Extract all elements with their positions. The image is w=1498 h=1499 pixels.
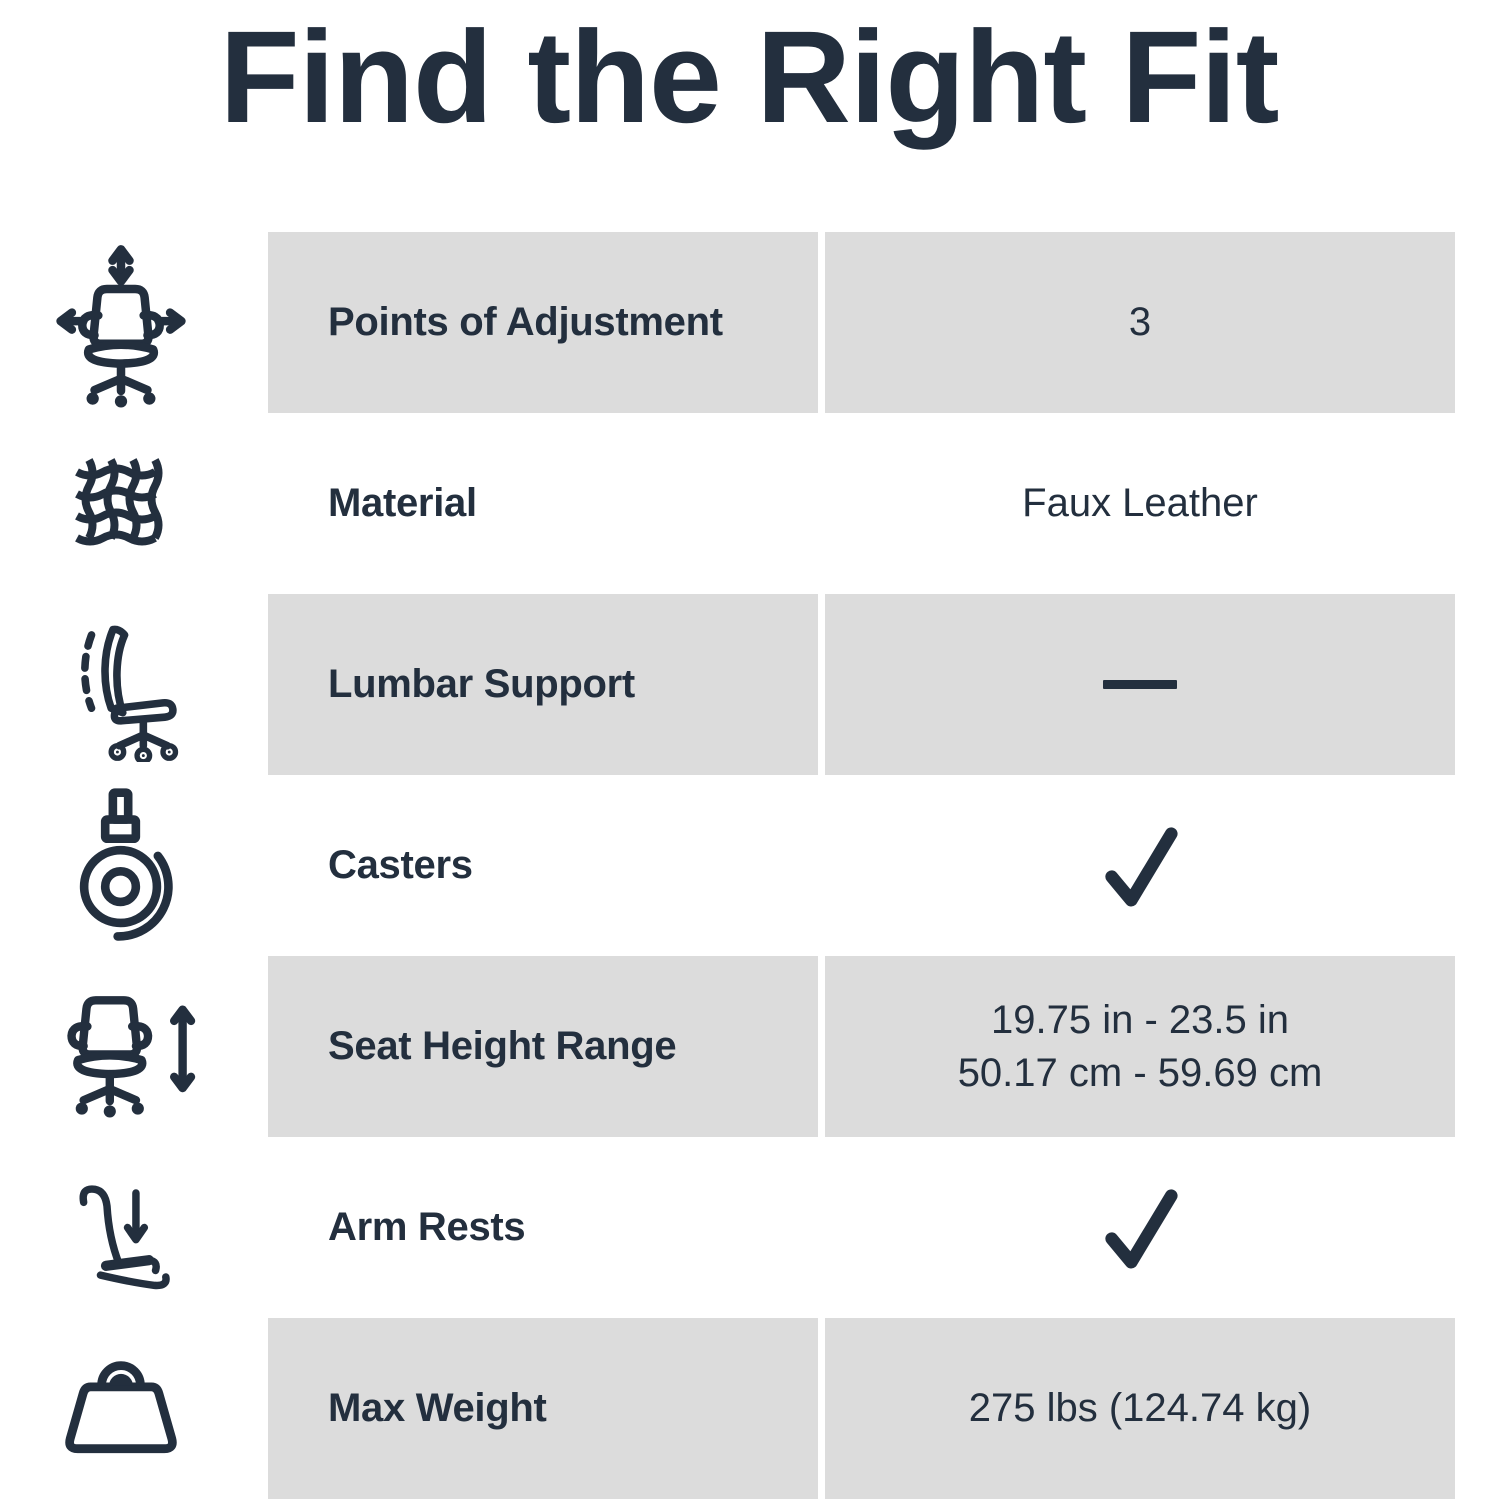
row-label: Points of Adjustment bbox=[328, 300, 723, 344]
table-row bbox=[0, 232, 1455, 413]
row-value-text-2: 50.17 cm - 59.69 cm bbox=[957, 1050, 1323, 1095]
row-label-cell bbox=[268, 594, 818, 775]
row-value bbox=[825, 1137, 1455, 1318]
row-icon-cell bbox=[0, 775, 268, 956]
row-value-text: 3 bbox=[1128, 300, 1152, 345]
dash-icon bbox=[1103, 680, 1177, 689]
arm-rest-icon bbox=[65, 1165, 177, 1291]
row-value bbox=[825, 232, 1455, 413]
row-label: Seat Height Range bbox=[328, 1024, 677, 1068]
lumbar-support-icon bbox=[54, 608, 188, 762]
column-divider bbox=[818, 1318, 825, 1499]
fabric-weave-icon bbox=[73, 456, 169, 552]
row-label: Material bbox=[328, 481, 477, 525]
column-divider bbox=[818, 956, 825, 1137]
row-label-cell bbox=[268, 1318, 818, 1499]
caster-wheel-icon bbox=[61, 787, 181, 945]
row-label: Arm Rests bbox=[328, 1205, 526, 1249]
column-divider bbox=[818, 232, 825, 413]
row-value bbox=[825, 413, 1455, 594]
row-icon-cell bbox=[0, 1137, 268, 1318]
row-value bbox=[825, 1318, 1455, 1499]
row-value bbox=[825, 956, 1455, 1137]
table-row bbox=[0, 956, 1455, 1137]
check-icon bbox=[1099, 823, 1181, 909]
fit-table bbox=[0, 232, 1455, 1499]
column-divider bbox=[818, 1137, 825, 1318]
row-value-text: 275 lbs (124.74 kg) bbox=[968, 1386, 1312, 1431]
column-divider bbox=[818, 594, 825, 775]
table-row bbox=[0, 1137, 1455, 1318]
row-icon-cell bbox=[0, 232, 268, 413]
row-label-cell bbox=[268, 232, 818, 413]
table-row bbox=[0, 775, 1455, 956]
row-value bbox=[825, 775, 1455, 956]
row-value bbox=[825, 594, 1455, 775]
column-divider bbox=[818, 775, 825, 956]
row-label-cell bbox=[268, 775, 818, 956]
row-icon-cell bbox=[0, 594, 268, 775]
row-value-text: 19.75 in - 23.5 in bbox=[991, 997, 1289, 1042]
check-icon bbox=[1099, 1185, 1181, 1271]
row-label: Casters bbox=[328, 843, 473, 887]
row-icon-cell bbox=[0, 956, 268, 1137]
seat-height-icon bbox=[37, 972, 205, 1122]
table-row bbox=[0, 1318, 1455, 1499]
row-label: Max Weight bbox=[328, 1386, 547, 1430]
row-label-cell bbox=[268, 1137, 818, 1318]
column-divider bbox=[818, 413, 825, 594]
page-title: Find the Right Fit bbox=[219, 3, 1279, 150]
row-label-cell bbox=[268, 413, 818, 594]
adjustable-chair-icon bbox=[36, 234, 206, 412]
row-icon-cell bbox=[0, 413, 268, 594]
row-icon-cell bbox=[0, 1318, 268, 1499]
max-weight-icon bbox=[61, 1357, 181, 1461]
row-value-text: Faux Leather bbox=[1022, 481, 1258, 526]
table-row bbox=[0, 413, 1455, 594]
table-row bbox=[0, 594, 1455, 775]
row-label: Lumbar Support bbox=[328, 662, 635, 706]
row-label-cell bbox=[268, 956, 818, 1137]
